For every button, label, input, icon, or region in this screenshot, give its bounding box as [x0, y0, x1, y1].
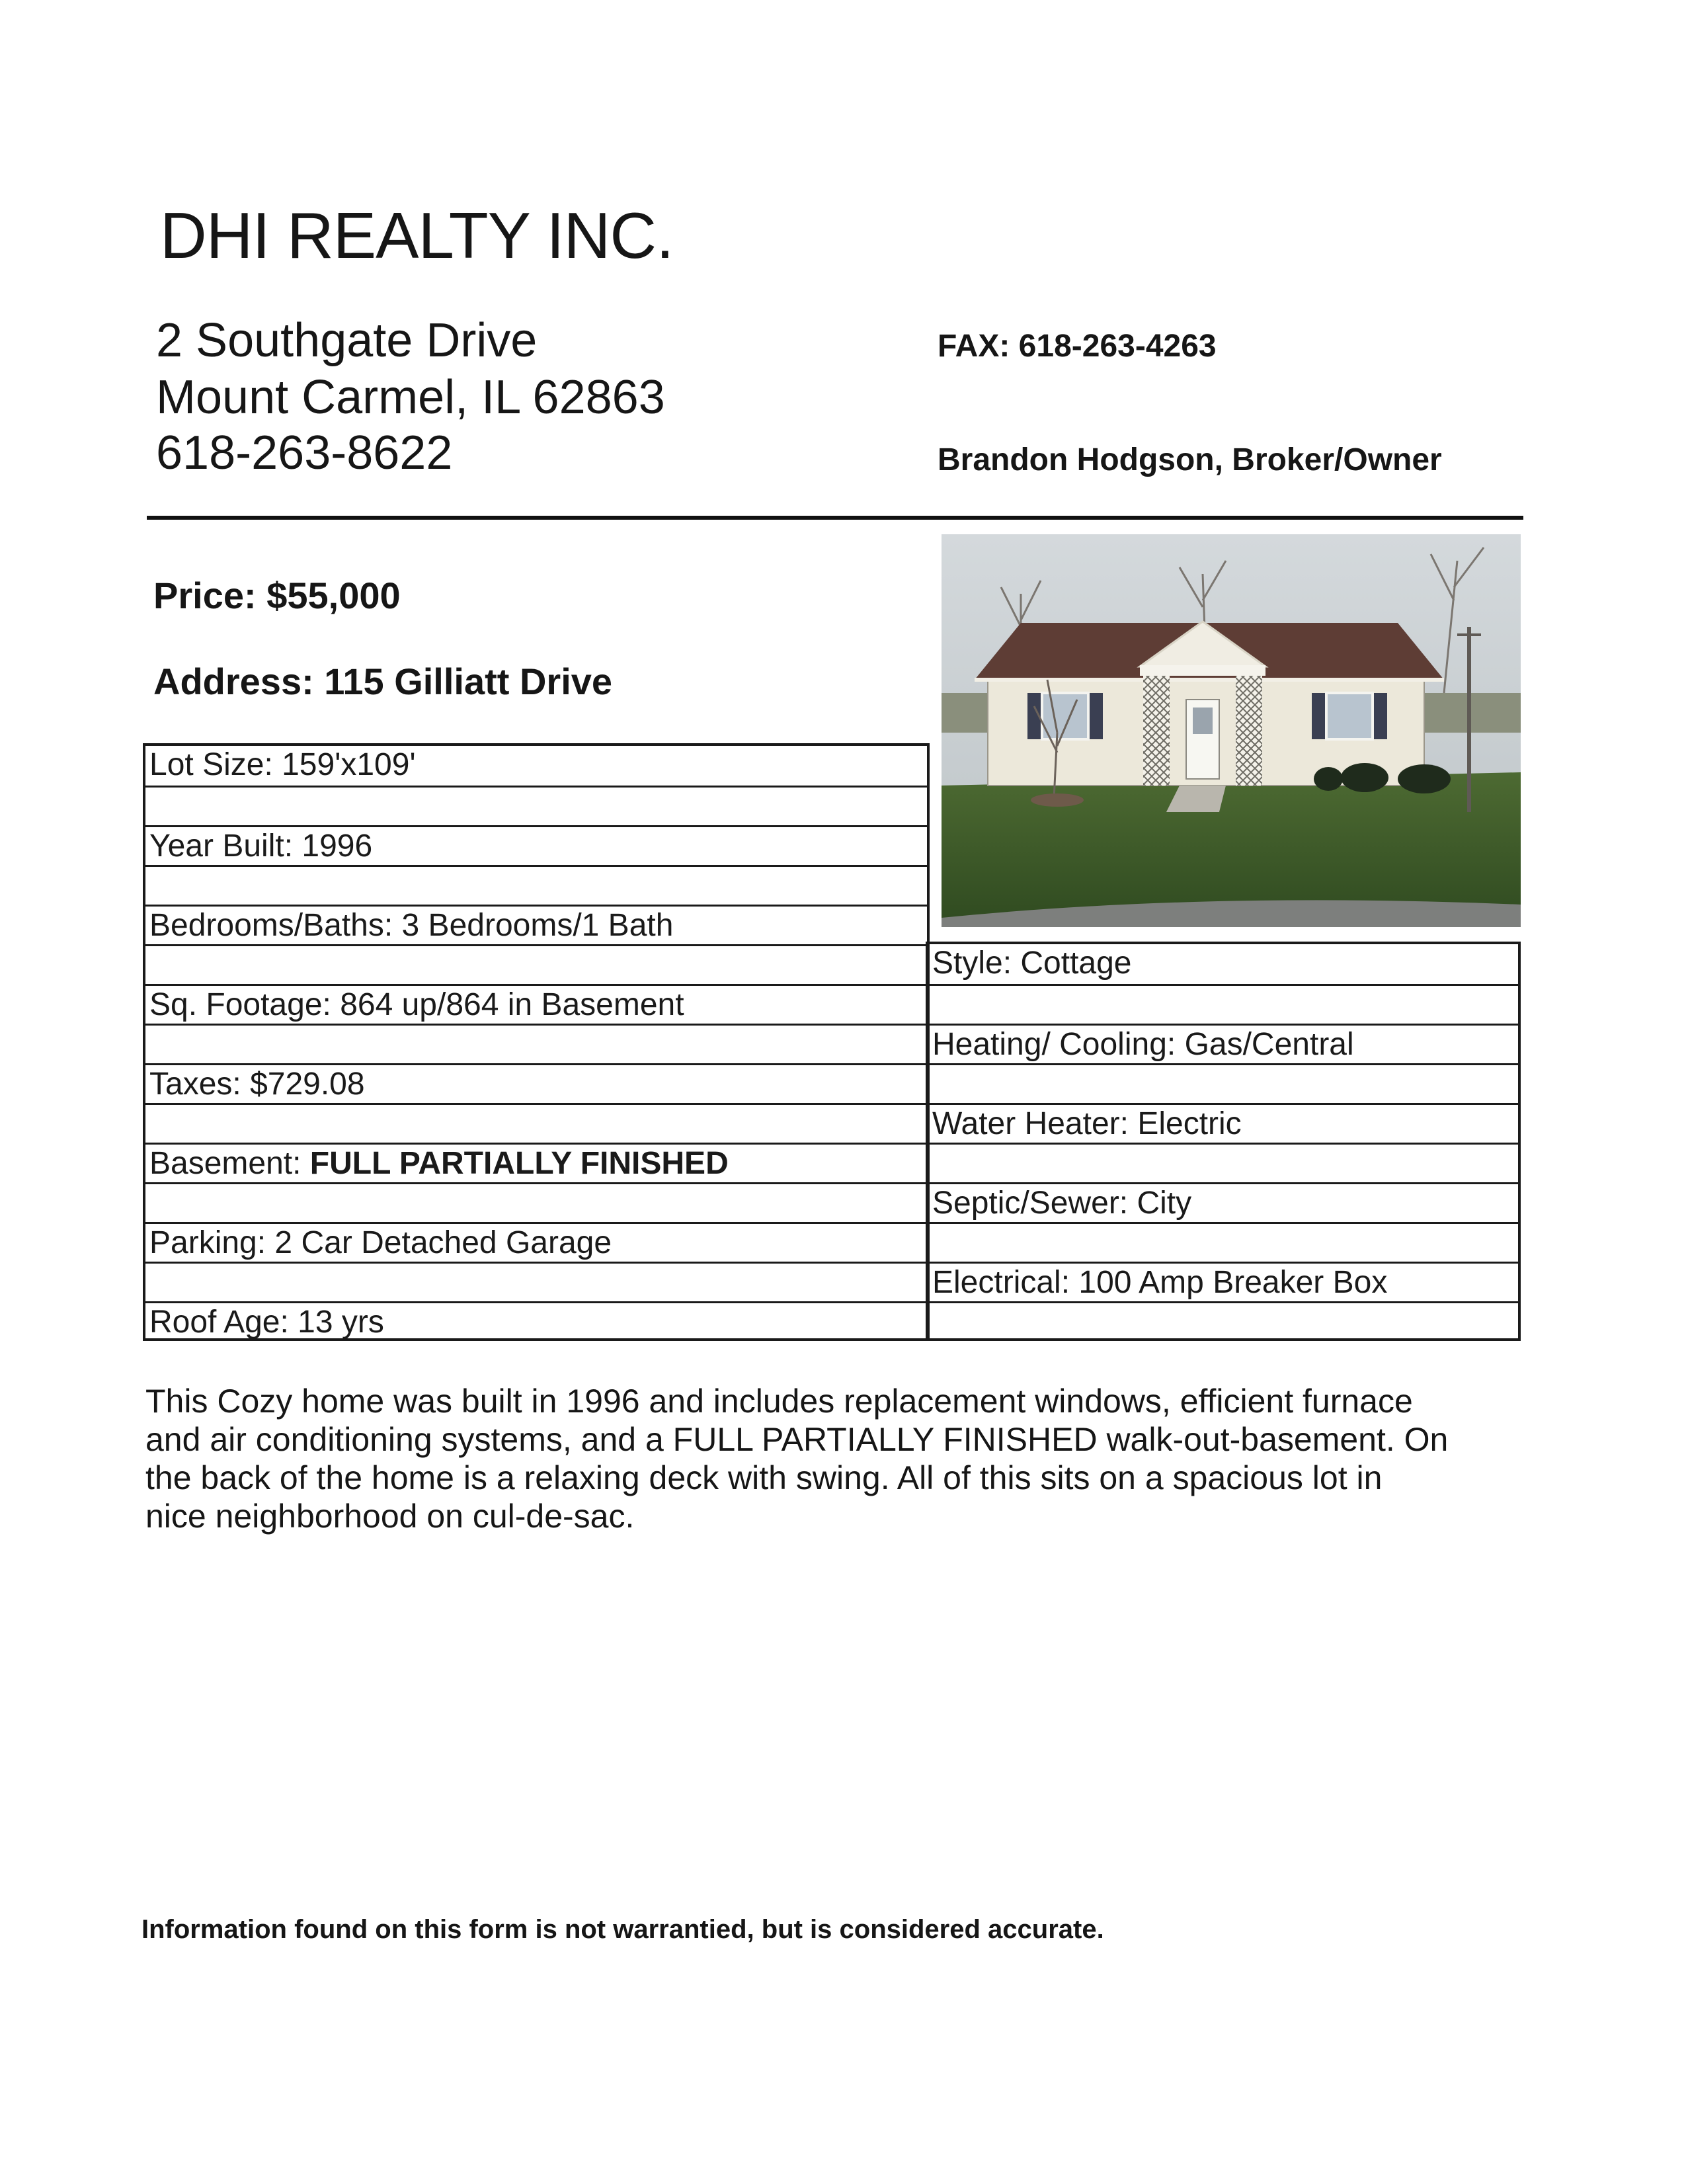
table-row	[145, 746, 927, 786]
description-line: nice neighborhood on cul-de-sac.	[145, 1498, 635, 1535]
property-description	[145, 1382, 1488, 1535]
listing-price: Price: $55,000	[153, 575, 401, 616]
cell-label: Lot Size: 159'x109'	[149, 747, 416, 782]
property-details-table-left	[143, 743, 930, 1341]
table-cell-text: Septic/Sewer: City	[932, 1186, 1192, 1221]
table-row	[928, 1222, 1518, 1264]
house-photo	[942, 534, 1521, 927]
table-cell-text	[149, 828, 372, 864]
table-row	[145, 905, 927, 946]
cell-label: Basement:	[149, 1146, 310, 1181]
cell-bold-value: FULL PARTIALLY FINISHED	[309, 1146, 729, 1181]
cell-label: Parking: 2 Car Detached Garage	[149, 1225, 612, 1260]
office-street: 2 Southgate Drive	[156, 314, 538, 367]
table-row	[145, 865, 927, 907]
table-cell-text	[149, 907, 673, 944]
cell-label: Year Built: 1996	[149, 829, 373, 864]
table-cell-text: Heating/ Cooling: Gas/Central	[932, 1027, 1354, 1062]
table-row	[145, 984, 927, 1026]
table-row	[145, 786, 927, 827]
table-cell-text	[149, 1145, 729, 1182]
disclaimer: Information found on this form is not warrantied, but is considered accurate.	[141, 1915, 1104, 1944]
table-row	[145, 944, 927, 986]
table-row	[928, 1143, 1518, 1184]
table-row	[145, 1103, 927, 1145]
table-row	[928, 944, 1518, 984]
table-cell-text	[149, 747, 416, 783]
table-cell-text	[149, 987, 684, 1023]
table-row	[145, 1182, 927, 1224]
table-row	[145, 1024, 927, 1065]
description-line: and air conditioning systems, and a FULL PARTIALLY FINISHED walk-out-basement. On	[145, 1421, 1449, 1458]
table-row	[928, 1103, 1518, 1145]
cell-label: Roof Age: 13 yrs	[149, 1305, 384, 1340]
listing-address: Address: 115 Gilliatt Drive	[153, 661, 613, 702]
table-row	[928, 984, 1518, 1026]
table-cell-text	[149, 1225, 612, 1261]
property-details-table-right	[926, 942, 1521, 1341]
table-row	[145, 1143, 927, 1184]
description-line: the back of the home is a relaxing deck with swing. All of this sits on a spacious lot in	[145, 1459, 1383, 1496]
table-row	[145, 1262, 927, 1303]
company-name: DHI REALTY INC.	[160, 199, 674, 272]
office-fax: FAX: 618-263-4263	[938, 329, 1217, 364]
table-cell-text: Style: Cottage	[932, 946, 1132, 981]
cell-label: Sq. Footage: 864 up/864 in Basement	[149, 987, 684, 1022]
table-cell-text: Water Heater: Electric	[932, 1106, 1242, 1141]
cell-label: Taxes: $729.08	[149, 1067, 365, 1102]
table-row	[928, 1262, 1518, 1303]
office-city-state-zip: Mount Carmel, IL 62863	[156, 371, 665, 424]
table-row	[928, 1024, 1518, 1065]
cell-label: Bedrooms/Baths: 3 Bedrooms/1 Bath	[149, 908, 674, 943]
table-row	[928, 1182, 1518, 1224]
table-cell-text: Electrical: 100 Amp Breaker Box	[932, 1265, 1388, 1300]
header-divider	[147, 516, 1523, 520]
office-phone: 618-263-8622	[156, 426, 453, 479]
description-line: This Cozy home was built in 1996 and includes replacement windows, efficient furnace	[145, 1383, 1413, 1420]
table-row	[928, 1301, 1518, 1343]
table-row	[145, 1222, 927, 1264]
table-row	[928, 1063, 1518, 1105]
table-cell-text	[149, 1066, 365, 1102]
broker-name: Brandon Hodgson, Broker/Owner	[938, 442, 1442, 477]
table-row	[145, 825, 927, 867]
table-cell-text	[149, 1304, 384, 1340]
table-row	[145, 1063, 927, 1105]
table-row	[145, 1301, 927, 1343]
